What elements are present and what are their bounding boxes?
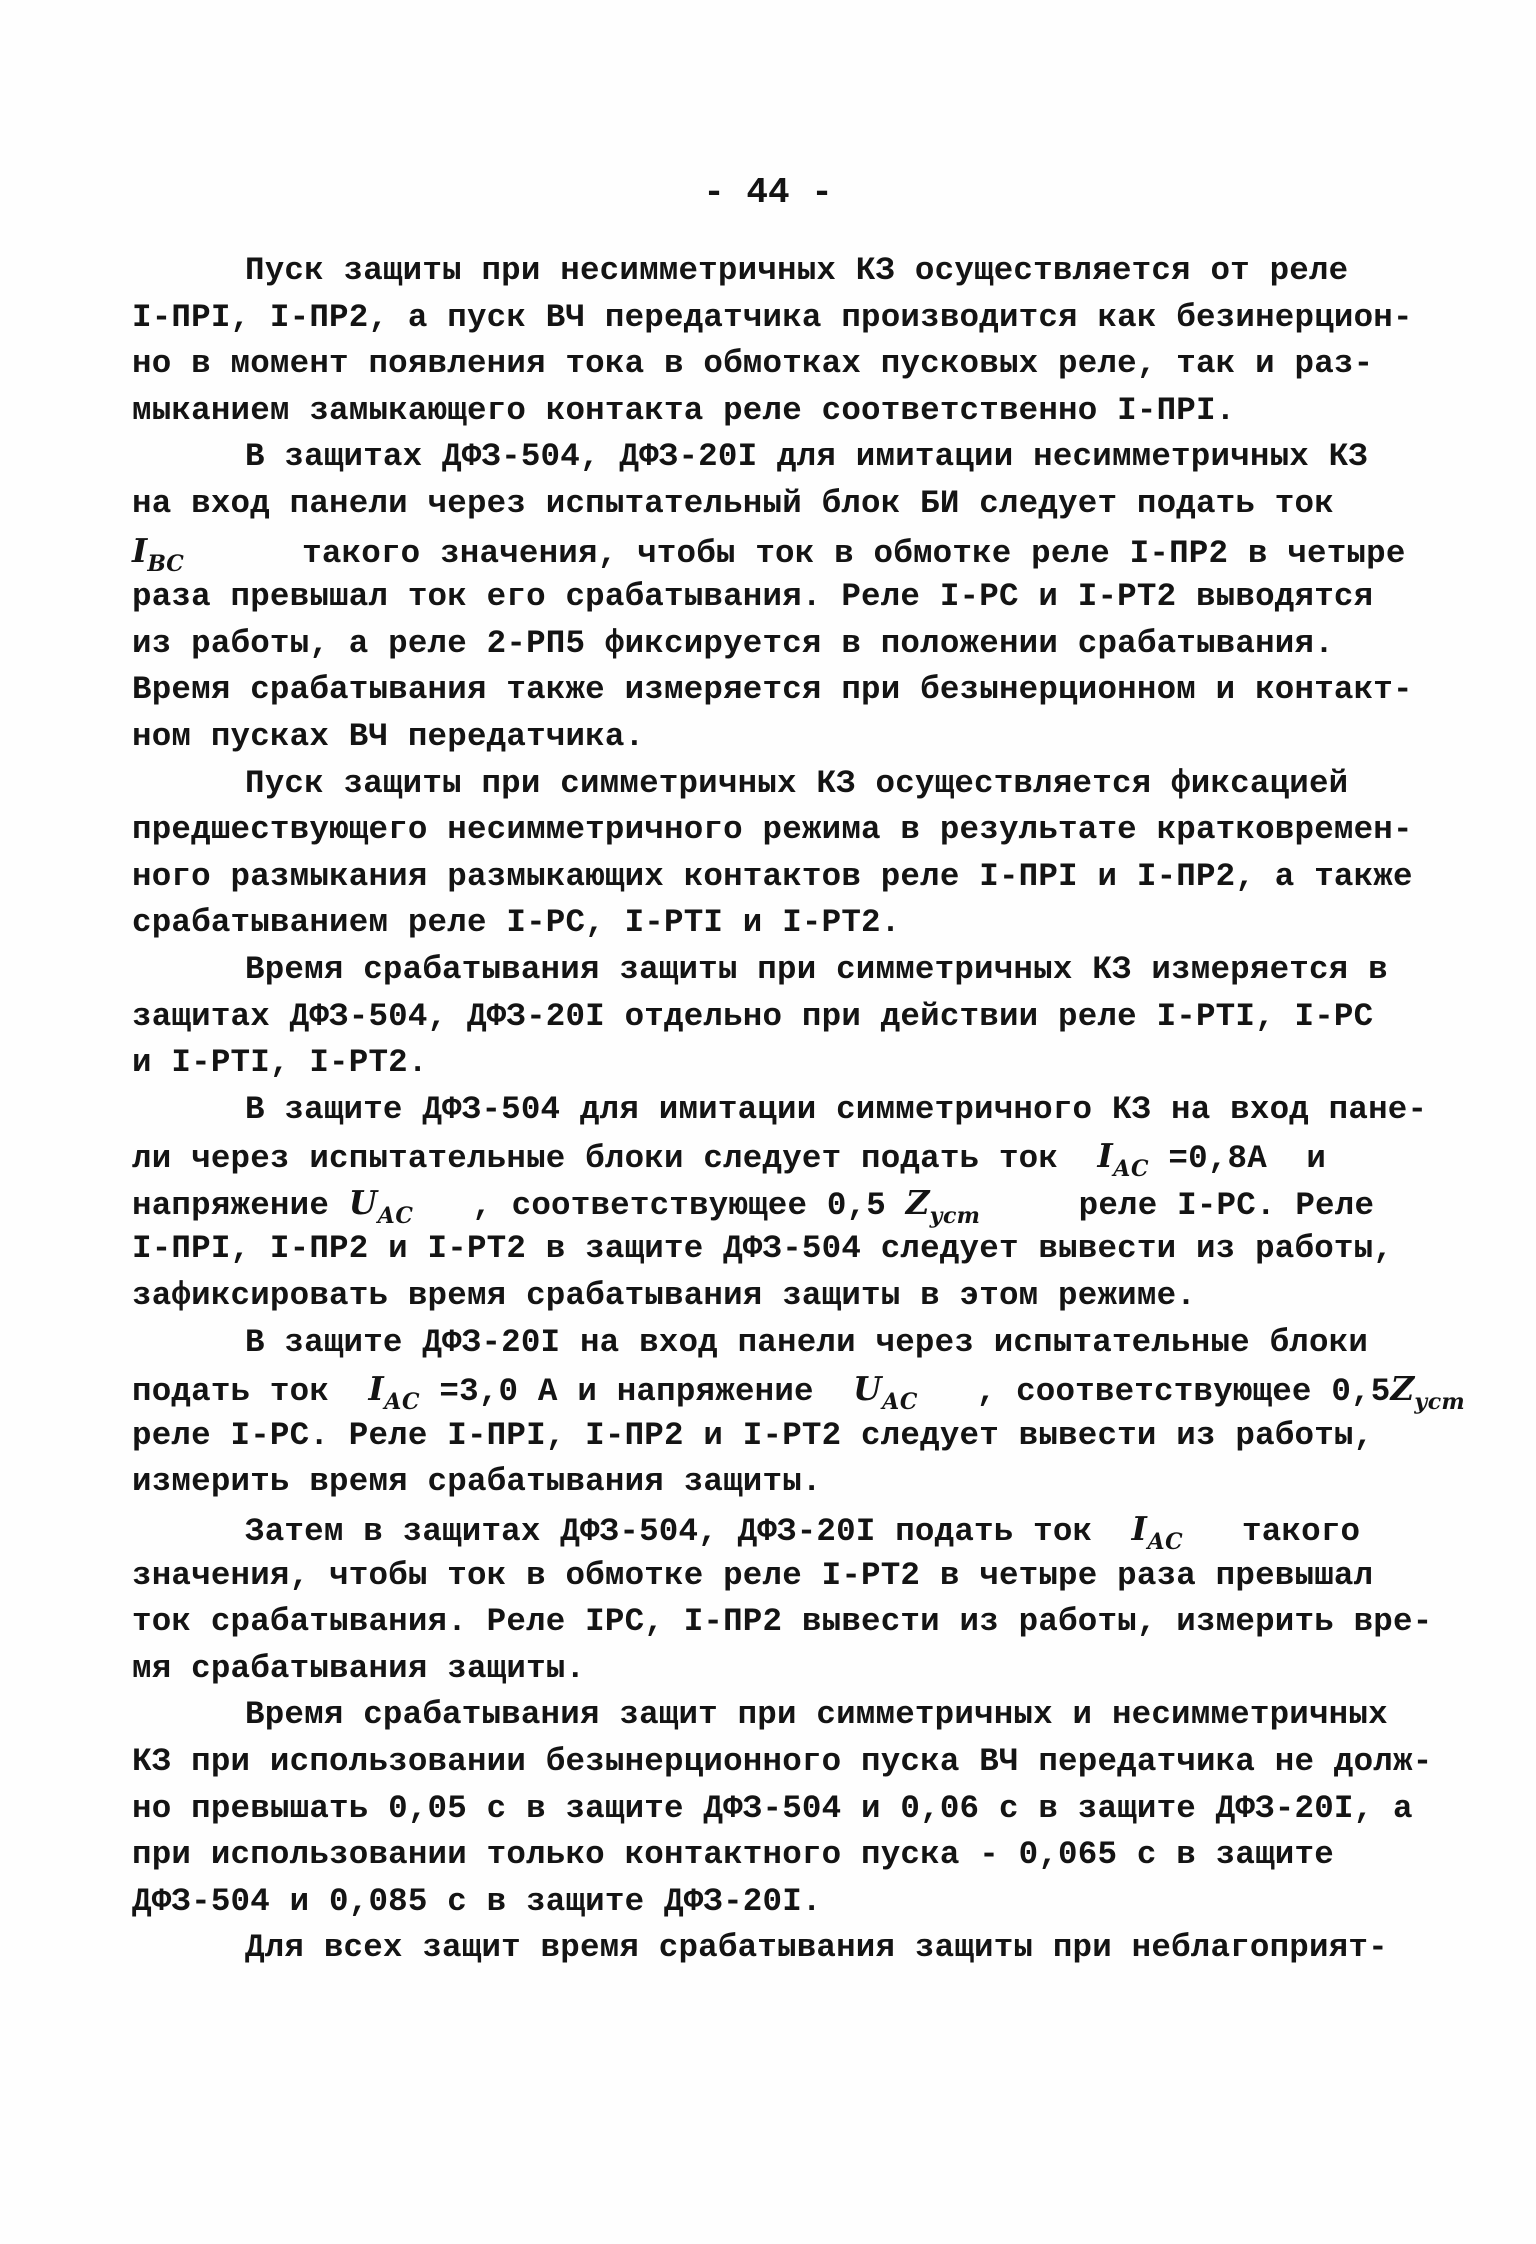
- text-line: защитах ДФЗ-504, ДФЗ-20I отдельно при действии реле I-РТI, I-РС: [132, 997, 1374, 1035]
- text-line: мыканием замыкающего контакта реле соответственно I-ПРI.: [132, 391, 1236, 429]
- symbol: I: [1131, 1509, 1148, 1549]
- text-line: напряжение $U_{АС}$ , соответствующее 0,5 $Z_{уст}$ реле I-РС. Реле: [132, 1182, 1375, 1229]
- text-line: КЗ при использовании безынерционного пуска ВЧ передатчика не долж-: [132, 1743, 1433, 1780]
- text-line: и I-РТI, I-РТ2.: [132, 1044, 428, 1082]
- symbol: U: [348, 1182, 378, 1222]
- text-line: из работы, а реле 2-РП5 фиксируется в положении срабатывания.: [132, 624, 1334, 662]
- symbol-subscript: уст: [1414, 1389, 1465, 1416]
- symbol: I: [132, 530, 148, 570]
- text-line: Затем в защитах ДФЗ-504, ДФЗ-20I подать ток $I_{АС}$ такого: [245, 1509, 1361, 1556]
- text-line: ли через испытательные блоки следует подать ток $I_{АС} =0,8А$ и: [132, 1136, 1327, 1183]
- text-line: Время срабатывания также измеряется при безынерционном и контакт-: [132, 671, 1413, 709]
- text-line: при использовании только контактного пуска - 0,065 с в защите: [132, 1836, 1334, 1874]
- page-number: - 44 -: [703, 172, 833, 213]
- symbol: Z: [1390, 1369, 1415, 1409]
- text-line: значения, чтобы ток в обмотке реле I-РТ2 в четыре раза превышал: [132, 1556, 1374, 1594]
- text-line: $I_{ВС}$ такого значения, чтобы ток в обмотке реле I-ПР2 в четыре: [132, 530, 1406, 577]
- text-line: В защите ДФЗ-20I на вход панели через испытательные блоки: [245, 1323, 1369, 1361]
- text-line: зафиксировать время срабатывания защиты в этом режиме.: [132, 1277, 1196, 1315]
- symbol-subscript: уст: [929, 1202, 981, 1229]
- symbol-subscript: АС: [383, 1389, 420, 1416]
- text-line: ДФЗ-504 и 0,085 с в защите ДФЗ-20I.: [132, 1882, 822, 1920]
- symbol: U: [853, 1369, 882, 1409]
- text-line: Пуск защиты при несимметричных КЗ осуществляется от реле: [245, 252, 1349, 289]
- text-line: ном пусках ВЧ передатчика.: [132, 717, 645, 755]
- text-line: ток срабатывания. Реле IРС, I-ПР2 вывести из работы, измерить вре-: [132, 1603, 1433, 1641]
- text-line: Время срабатывания защиты при симметричных КЗ измеряется в: [245, 950, 1388, 988]
- text-line: I-ПРI, I-ПР2, а пуск ВЧ передатчика производится как безинерцион-: [132, 298, 1413, 336]
- text-line: срабатыванием реле I-РС, I-РТI и I-РТ2.: [132, 904, 901, 942]
- text-line: ного размыкания размыкающих контактов реле I-ПРI и I-ПР2, а также: [132, 857, 1413, 895]
- text-line: Время срабатывания защит при симметричных и несимметричных: [245, 1696, 1388, 1734]
- symbol-subscript: АС: [1112, 1156, 1149, 1183]
- text-line: В защите ДФЗ-504 для имитации симметричного КЗ на вход пане-: [245, 1090, 1428, 1128]
- text-line: реле I-РС. Реле I-ПРI, I-ПР2 и I-РТ2 следует вывести из работы,: [132, 1416, 1374, 1454]
- symbol-subscript: АС: [377, 1202, 414, 1229]
- symbol: I: [368, 1369, 384, 1409]
- symbol-subscript: АС: [881, 1389, 918, 1416]
- text-line: Пуск защиты при симметричных КЗ осуществляется фиксацией: [245, 764, 1349, 802]
- text-line: мя срабатывания защиты.: [132, 1649, 586, 1687]
- text-line: подать ток $I_{АС} =3,0$ А и напряжение $U_{АС}$ , соответствующее $0,5Z_{уст}$: [132, 1369, 1465, 1416]
- text-line: на вход панели через испытательный блок БИ следует подать ток: [132, 484, 1334, 522]
- text-line: измерить время срабатывания защиты.: [132, 1463, 822, 1501]
- symbol-subscript: АС: [1147, 1529, 1183, 1556]
- text-line: В защитах ДФЗ-504, ДФЗ-20I для имитации несимметричных КЗ: [245, 438, 1369, 476]
- symbol: I: [1097, 1136, 1113, 1176]
- text-line: но превышать 0,05 с в защите ДФЗ-504 и 0,06 с в защите ДФЗ-20I, а: [132, 1789, 1413, 1827]
- text-line: Для всех защит время срабатывания защиты при неблагоприят-: [245, 1929, 1388, 1967]
- text-line: раза превышал ток его срабатывания. Реле I-РС и I-РТ2 выводятся: [132, 578, 1374, 616]
- text-line: но в момент появления тока в обмотках пусковых реле, так и раз-: [132, 345, 1374, 383]
- symbol-subscript: ВС: [147, 550, 184, 577]
- text-line: I-ПРI, I-ПР2 и I-РТ2 в защите ДФЗ-504 следует вывести из работы,: [132, 1230, 1394, 1268]
- body-text: [132, 248, 1465, 1972]
- text-line: предшествующего несимметричного режима в результате кратковремен-: [132, 811, 1413, 849]
- symbol: Z: [905, 1182, 930, 1222]
